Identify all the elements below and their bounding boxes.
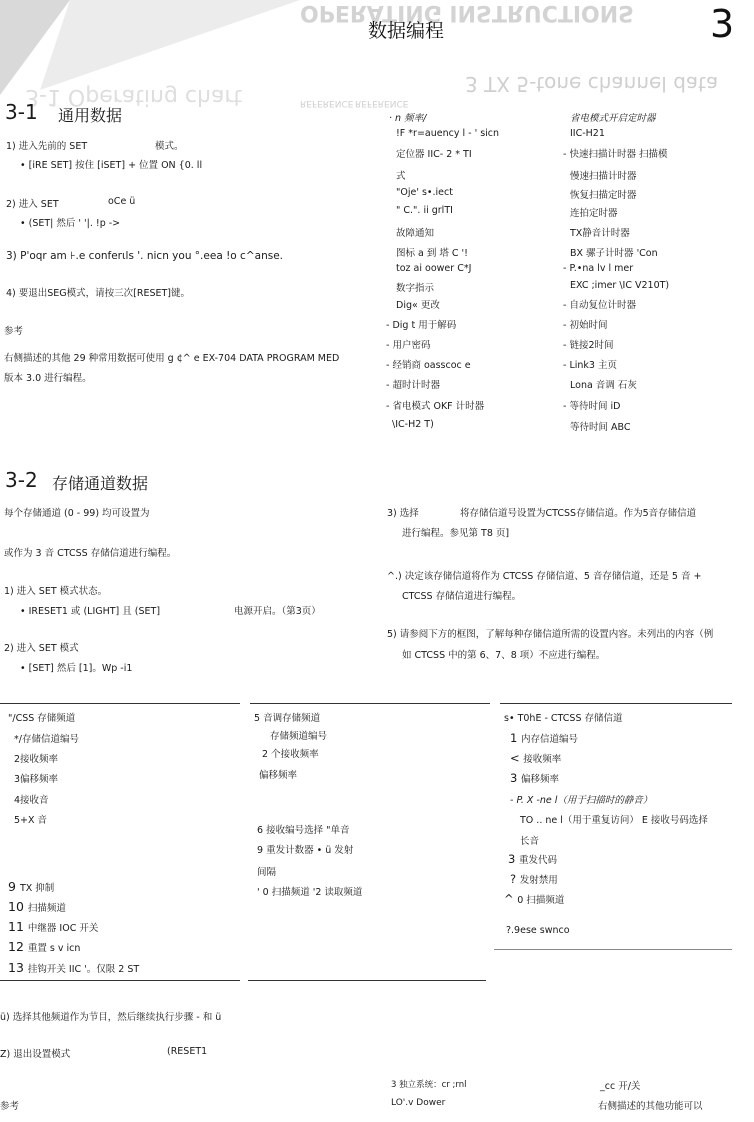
footer-step-z: Z) 退出设置模式 [0,1049,71,1060]
table-item-number: 10 [8,899,28,914]
table-item-text: TX 抑制 [19,883,55,894]
table-item-number: ? [510,872,520,886]
s1-step4: 4) 要退出SEG模式，请按三次[RESET]键。 [6,288,191,299]
table-col2-lower-item: 6 接收编号选择 "单音 [257,825,350,836]
table-top-rule-2 [250,703,490,704]
feature-right-item: 恢复扫描定时器 [570,190,637,201]
s2-step1-bullet: • ⅠRESET1 或 (LIGHT] 且 (SET] [20,606,161,617]
s2-step5-b: 如 CTCSS 中的第 6、7、8 项）不应进行编程。 [402,650,606,661]
table-col1-lower-item [8,939,80,954]
table-col2-header: 5 音调存储频道 [254,713,321,724]
feature-left-item: - 经销商 oasscoc e [386,360,471,371]
table-col1-lower-item [8,879,54,894]
footer-low-power: LO'.v Dower [391,1098,446,1108]
table-col2-item: 偏移频率 [259,770,298,781]
footer-other-functions: 右侧描述的其他功能可以 [598,1101,703,1112]
table-top-rule-1 [0,703,240,704]
table-item-number: 3 [510,771,521,785]
feature-right-item: TX静音计时器 [570,228,630,239]
feature-right-item: Lona 音调 石灰 [570,380,637,391]
s1-step2: 2) 进入 SET [6,199,59,210]
page-title: 数据编程 [368,20,445,42]
s2-step5-a: 5) 请参阅下方的框图，了解每种存储信道所需的设置内容。未列出的内容（例 [387,629,714,640]
table-col3-item [520,833,539,847]
feature-left-item: - Dig t 用于解码 [386,320,457,331]
table-col3-last: ?.9ese swnco [506,925,570,936]
ghost-left-heading: 3-1 Operating chart [25,84,243,109]
table-col1-item: 3偏移频率 [14,774,59,785]
feature-left-item: 式 [396,171,406,182]
table-item-number: 13 [8,960,28,975]
feature-right-item: - P.•na lv l mer [563,263,634,274]
s2-step1-bullet-b: 电源开启。（第3页） [234,606,321,617]
section2-number: 3-2 [5,468,38,492]
table-col1-item: 5+X 音 [14,815,48,826]
table-col3-header: s• T0hE - CTCSS 存储信道 [504,713,623,724]
table-item-text: 挂钩开关 IIC '。仅限 2 ST [27,964,140,975]
table-col3-item [520,812,708,826]
s1-step1-b: 模式。 [155,141,184,152]
table-col3-item [510,731,578,745]
table-col2-lower-item: 间隔 [257,867,277,878]
table-item-number: 1 [510,731,521,745]
feature-right-item: 慢速扫描计时器 [570,171,637,182]
table-col2-lower-item: 9 重发计数器 • ü 发射 [257,845,354,856]
feature-left-item: "Oje' s•.iect [396,187,453,198]
feature-right-item: 连拍定时器 [570,208,618,219]
feature-right-item: IIC-H21 [570,128,605,139]
table-col1-item: 4接收音 [14,795,49,806]
table-item-text: 发射禁用 [519,875,558,886]
table-col2-item: 存储频道编号 [270,731,328,742]
feature-right-item: BX 骡子计时器 'Con [570,248,658,259]
footer-step-u: ü) 选择其他频道作为节目，然后继续执行步骤 - 和 ü [0,1012,222,1023]
s2-step4-a: ^.) 决定该存储信道将作为 CTCSS 存储信道、5 音存储信道，还是 5 音 + [387,571,702,582]
table-col2-lower-item: ' 0 扫描频道 '2 读取频道 [257,887,363,898]
s2-step3-a: 3) 选择 [387,508,419,519]
s1-step2-bullet: • (SET| 然后 ' '|. !p -> [20,218,121,229]
s1-step3: 3) P'oqr am ⊦.e conferιls '. nicn you °.eea !o c^anse. [6,250,283,262]
feature-right-item: - 快速扫描计时器 扫描模 [563,149,668,160]
table-col1-item: 2接收频率 [14,754,59,765]
table-item-text: 长音 [520,836,540,847]
feature-left-item: - 用户密码 [386,340,431,351]
feature-left-item: !F *r=auency l - ' sicn [396,128,500,139]
feature-left-item: toz ai oower C*J [396,263,472,274]
s2-step4-b: CTCSS 存储信道进行编程。 [402,591,522,602]
table-col3-item [504,892,564,906]
feature-left-item: 定位器 IIC- 2 * TI [396,149,472,160]
s1-step1-bullet: • [iRE SET] 按住 [iSET] + 位置 ON {0. ll [20,160,203,171]
table-col2-item: 2 个接收频率 [262,749,319,760]
table-item-text: 扫描频道 [27,903,66,914]
s2-step1: 1) 进入 SET 模式状态。 [4,586,108,597]
table-item-text: TO .. ne l（用于重复访问） E 接收号码选择 [520,815,708,826]
feature-right-item: - 等待时间 iD [563,401,621,412]
table-col3-item [510,751,561,765]
table-col3-item [508,852,557,866]
s2-intro2: 或作为 3 音 CTCSS 存储信道进行编程。 [4,548,177,559]
s1-reference-title: 参考 [4,326,24,337]
feature-right-item: - Link3 主页 [563,360,617,371]
feature-left-item: 图标 a 到 塔 C '! [396,248,468,259]
s2-step3-b: 将存储信道号设置为CTCSS存储信道。作为5音存储信道 [460,508,697,519]
table-col1-header: "/CSS 存储频道 [8,713,76,724]
feature-right-item: 省电模式开启定时器 [570,113,656,124]
table-item-number: 11 [8,919,28,934]
s2-step2: 2) 进入 SET 模式 [4,643,79,654]
feature-left-item: · n 频率/ [389,113,427,124]
feature-right-item: - 初始时间 [563,320,608,331]
s1-step2-b: oCe ü [108,196,136,207]
feature-left-item: " C.". ii grlTI [396,205,453,216]
table-item-text: 重发代码 [518,855,557,866]
table-item-number: 9 [8,879,20,894]
table-col1-lower-item [8,919,98,934]
section2-title: 存储通道数据 [52,474,149,493]
table-col3-item [510,872,558,886]
s1-step1: 1) 进入先前的 SET [6,141,88,152]
table-item-text: 0 扫描频道 [517,895,565,906]
ghost-small-right: REFERENCE [355,98,409,108]
table-item-text: 接收频率 [523,754,562,765]
section1-number: 3-1 [5,100,38,124]
section1-title: 通用数据 [58,106,123,125]
table-bottom-rule-3 [494,949,732,950]
table-col3-item [510,771,559,785]
s1-reference-line1: 右侧描述的其他 29 种常用数据可使用 g ¢^ e EX-704 DATA PROGRAM MED [4,353,340,364]
s2-step3-c: 进行编程。参见第 T8 页] [402,528,510,539]
table-item-text: 内存信道编号 [520,734,578,745]
feature-right-item: EXC ;imer \IC V210T) [570,280,670,291]
s2-step2-bullet: • [SET] 然后 [1]。Wp -i1 [20,663,133,674]
table-item-number: ^ [504,892,518,906]
ghost-small-left: REFERENCE [300,98,354,108]
chapter-number: 3 [710,2,735,46]
ghost-right-heading: 3 TX 5-tone channel data [465,72,719,96]
feature-left-item: - 省电模式 OKF 计时器 [386,401,485,412]
feature-left-item: Dig« 更改 [396,300,440,311]
feature-right-item: 等待时间 ABC [570,422,631,433]
table-col1-item: */存储信道编号 [14,734,79,745]
table-item-text: 中继器 IOC 开关 [27,923,99,934]
footer-reference: 参考 [0,1101,20,1112]
footer-step-z-key: (RESET1 [167,1046,208,1057]
table-item-number: 3 [508,852,519,866]
footer-independent-system: 3 独立系统：cr ;rnl [391,1080,467,1090]
table-top-rule-3 [500,703,732,704]
feature-left-item: \IC-H2 T) [392,419,434,430]
table-col1-lower-item [8,899,66,914]
table-bottom-rule-1 [0,980,240,981]
table-item-text: 偏移频率 [520,774,559,785]
feature-right-item: - 自动复位计时器 [563,300,636,311]
table-item-number: < [510,751,524,765]
feature-left-item: 数字指示 [396,283,435,294]
feature-right-item: - 链接2时间 [563,340,614,351]
s2-intro1: 每个存储通道 (0 - 99) 均可设置为 [4,508,150,519]
ghost-header-text: OPERATING INSTRUCTIONS [300,0,634,25]
table-bottom-rule-2 [248,980,486,981]
table-col1-lower-item [8,960,139,975]
table-col3-item [510,792,652,806]
feature-left-item: 故障通知 [396,228,435,239]
feature-left-item: - 超时计时器 [386,380,440,391]
table-item-text: 重置 s v icn [27,943,81,954]
footer-cc-switch: _cc 开/关 [600,1081,641,1092]
s1-reference-line2: 版本 3.0 进行编程。 [4,373,92,384]
table-item-text: - P. X -ne l（用于扫描时的静音） [510,795,653,806]
table-item-number: 12 [8,939,28,954]
